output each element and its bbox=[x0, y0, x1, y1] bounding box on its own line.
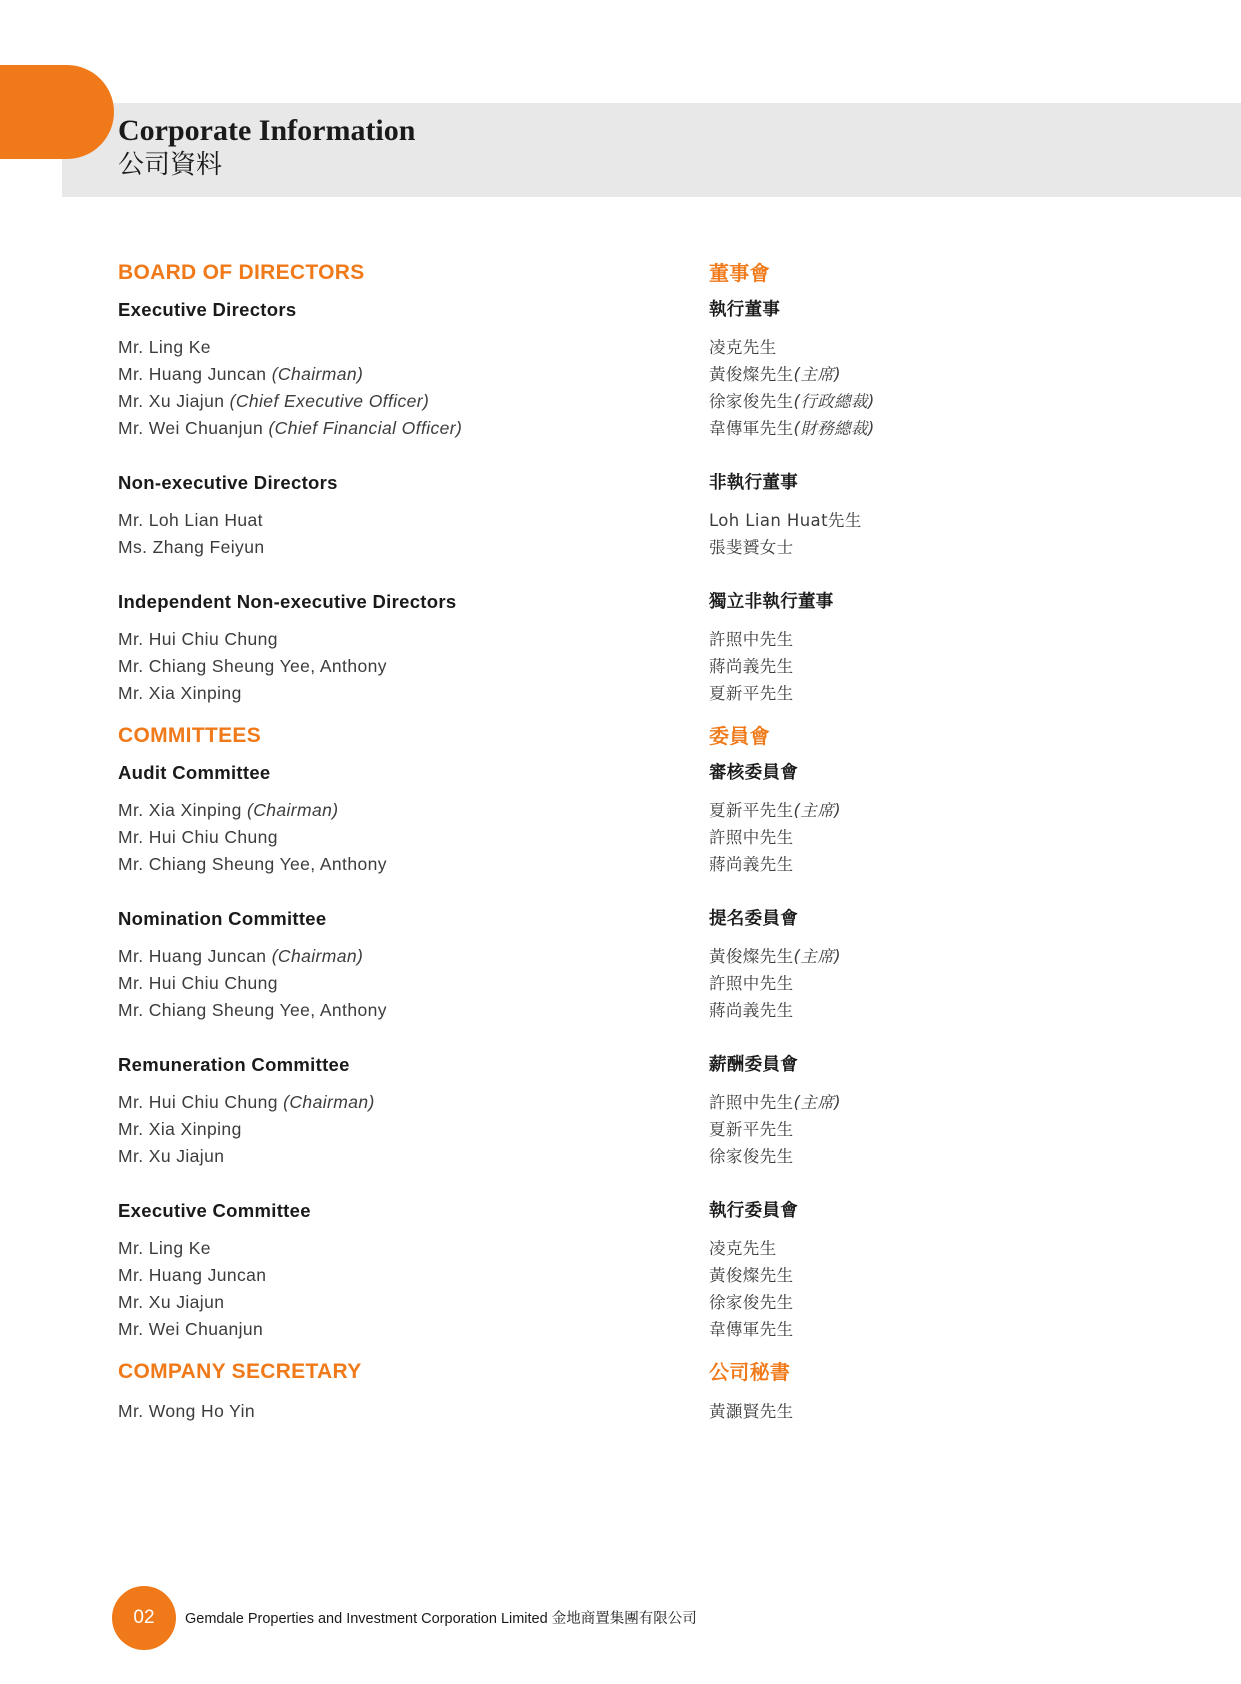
independent-directors-title-zh: 獨立非執行董事 bbox=[709, 592, 834, 612]
list-item: Mr. Wong Ho Yin bbox=[118, 1401, 255, 1421]
list-item: Mr. Wei Chuanjun (Chief Financial Officer) bbox=[118, 418, 463, 438]
remuneration-committee-list-zh bbox=[709, 1089, 1209, 1170]
audit-committee-list-zh bbox=[709, 797, 1209, 878]
list-item: 許照中先生 bbox=[709, 828, 794, 847]
list-item: Mr. Hui Chiu Chung bbox=[118, 973, 278, 993]
list-item: Mr. Chiang Sheung Yee, Anthony bbox=[118, 854, 387, 874]
list-item: 許照中先生 bbox=[709, 974, 794, 993]
list-item: 蔣尚義先生 bbox=[709, 1001, 794, 1020]
list-item: Mr. Xia Xinping bbox=[118, 1119, 242, 1139]
executive-committee-list-zh bbox=[709, 1235, 1209, 1343]
remuneration-committee-title-zh: 薪酬委員會 bbox=[709, 1055, 798, 1075]
page-title: Corporate Information bbox=[118, 114, 416, 147]
audit-committee-title: Audit Committee bbox=[118, 762, 271, 783]
list-item: 黃灝賢先生 bbox=[709, 1402, 794, 1421]
non-executive-directors-title-zh: 非執行董事 bbox=[709, 473, 798, 493]
independent-directors-list-zh bbox=[709, 626, 1209, 707]
list-item: 徐家俊先生(行政總裁) bbox=[709, 392, 875, 411]
list-item: 凌克先生 bbox=[709, 1239, 777, 1258]
page-number: 02 bbox=[112, 1586, 176, 1650]
non-executive-directors-list bbox=[118, 507, 678, 561]
list-item: Mr. Xia Xinping bbox=[118, 683, 242, 703]
committees-section-title-zh: 委員會 bbox=[709, 724, 770, 748]
executive-directors-title: Executive Directors bbox=[118, 299, 297, 320]
list-item: 黃俊燦先生 bbox=[709, 1266, 794, 1285]
list-item: Mr. Chiang Sheung Yee, Anthony bbox=[118, 656, 387, 676]
list-item: Ms. Zhang Feiyun bbox=[118, 537, 265, 557]
list-item: 張斐贇女士 bbox=[709, 538, 794, 557]
chinese-column bbox=[709, 258, 1209, 1425]
nomination-committee-title-zh: 提名委員會 bbox=[709, 909, 798, 929]
list-item: Mr. Wei Chuanjun bbox=[118, 1319, 264, 1339]
page-title-zh: 公司資料 bbox=[118, 150, 223, 180]
list-item: 徐家俊先生 bbox=[709, 1293, 794, 1312]
secretary-section-title-zh: 公司秘書 bbox=[709, 1360, 791, 1384]
list-item: 凌克先生 bbox=[709, 338, 777, 357]
list-item: Loh Lian Huat先生 bbox=[709, 511, 862, 530]
list-item: Mr. Huang Juncan (Chairman) bbox=[118, 946, 364, 966]
remuneration-committee-list bbox=[118, 1089, 678, 1170]
committees-section-title: COMMITTEES bbox=[118, 724, 261, 747]
list-item: 黃俊燦先生(主席) bbox=[709, 947, 841, 966]
non-executive-directors-list-zh bbox=[709, 507, 1209, 561]
list-item: 許照中先生(主席) bbox=[709, 1093, 841, 1112]
secretary-section-title: COMPANY SECRETARY bbox=[118, 1360, 362, 1383]
non-executive-directors-title: Non-executive Directors bbox=[118, 472, 338, 493]
executive-directors-list bbox=[118, 334, 678, 442]
independent-directors-title: Independent Non-executive Directors bbox=[118, 591, 457, 612]
list-item: 黃俊燦先生(主席) bbox=[709, 365, 841, 384]
nomination-committee-list bbox=[118, 943, 678, 1024]
list-item: 蔣尚義先生 bbox=[709, 657, 794, 676]
list-item: Mr. Chiang Sheung Yee, Anthony bbox=[118, 1000, 387, 1020]
list-item: Mr. Huang Juncan bbox=[118, 1265, 267, 1285]
list-item: Mr. Hui Chiu Chung bbox=[118, 827, 278, 847]
list-item: Mr. Xu Jiajun bbox=[118, 1292, 225, 1312]
list-item: 蔣尚義先生 bbox=[709, 855, 794, 874]
list-item: Mr. Hui Chiu Chung (Chairman) bbox=[118, 1092, 375, 1112]
list-item: Mr. Huang Juncan (Chairman) bbox=[118, 364, 364, 384]
secretary-list-zh bbox=[709, 1398, 1209, 1425]
list-item: Mr. Loh Lian Huat bbox=[118, 510, 263, 530]
list-item: 夏新平先生 bbox=[709, 684, 794, 703]
list-item: 夏新平先生 bbox=[709, 1120, 794, 1139]
header-accent-tab bbox=[0, 65, 114, 159]
executive-directors-list-zh bbox=[709, 334, 1209, 442]
list-item: 韋傳軍先生(財務總裁) bbox=[709, 419, 875, 438]
nomination-committee-title: Nomination Committee bbox=[118, 908, 327, 929]
english-column bbox=[118, 258, 678, 1425]
list-item: 夏新平先生(主席) bbox=[709, 801, 841, 820]
list-item: 徐家俊先生 bbox=[709, 1147, 794, 1166]
executive-committee-list bbox=[118, 1235, 678, 1343]
audit-committee-list bbox=[118, 797, 678, 878]
independent-directors-list bbox=[118, 626, 678, 707]
executive-directors-title-zh: 執行董事 bbox=[709, 300, 781, 320]
list-item: Mr. Xia Xinping (Chairman) bbox=[118, 800, 339, 820]
list-item: 許照中先生 bbox=[709, 630, 794, 649]
list-item: Mr. Ling Ke bbox=[118, 337, 211, 357]
board-section-title-zh: 董事會 bbox=[709, 261, 770, 285]
list-item: Mr. Xu Jiajun (Chief Executive Officer) bbox=[118, 391, 430, 411]
executive-committee-title: Executive Committee bbox=[118, 1200, 311, 1221]
footer-company-name: Gemdale Properties and Investment Corporation Limited 金地商置集團有限公司 bbox=[185, 1611, 697, 1627]
nomination-committee-list-zh bbox=[709, 943, 1209, 1024]
secretary-list bbox=[118, 1398, 678, 1425]
list-item: Mr. Ling Ke bbox=[118, 1238, 211, 1258]
board-section-title: BOARD OF DIRECTORS bbox=[118, 261, 365, 284]
list-item: Mr. Hui Chiu Chung bbox=[118, 629, 278, 649]
list-item: 韋傳軍先生 bbox=[709, 1320, 794, 1339]
list-item: Mr. Xu Jiajun bbox=[118, 1146, 225, 1166]
audit-committee-title-zh: 審核委員會 bbox=[709, 763, 798, 783]
remuneration-committee-title: Remuneration Committee bbox=[118, 1054, 350, 1075]
executive-committee-title-zh: 執行委員會 bbox=[709, 1201, 798, 1221]
